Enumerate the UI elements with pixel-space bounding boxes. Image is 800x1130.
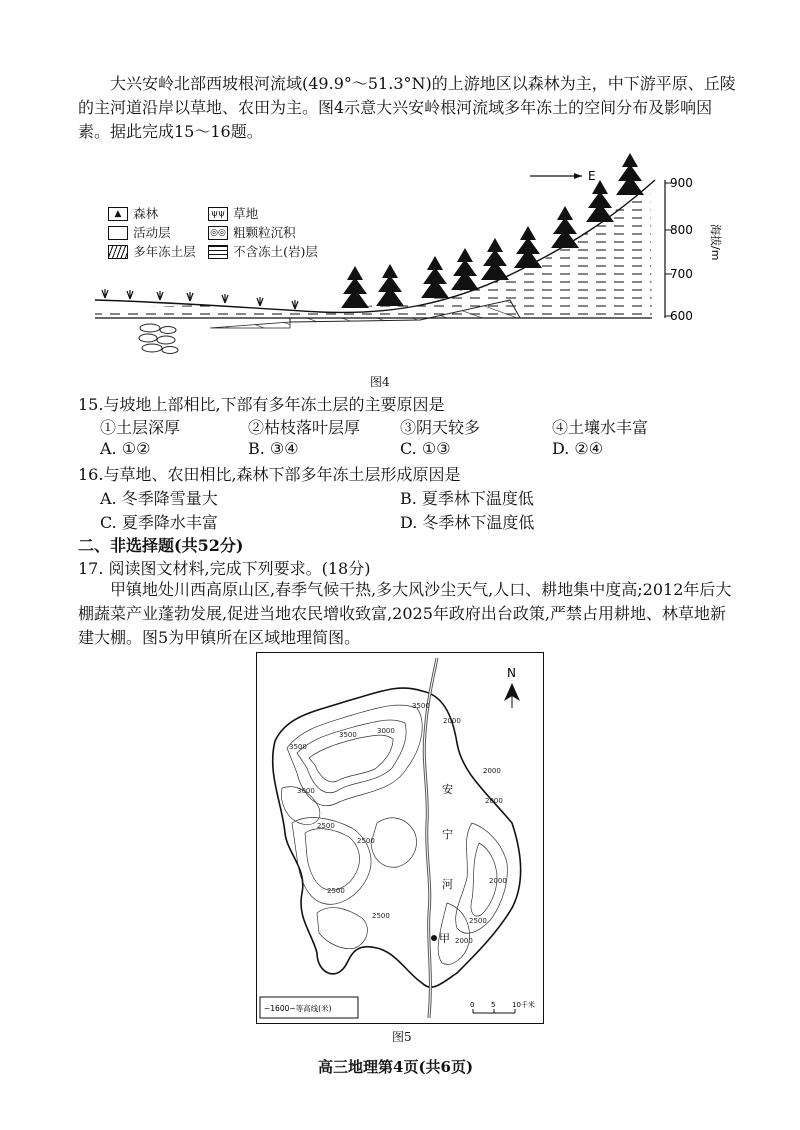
town-jia-label: 甲: [439, 932, 450, 945]
q15-statement-3: ③阴天较多: [400, 418, 481, 437]
north-arrow-icon: [504, 683, 520, 708]
q15-statement-4: ④土壤水丰富: [552, 418, 649, 437]
q15-option-d[interactable]: D. ②④: [552, 439, 604, 458]
q16-option-b[interactable]: B. 夏季林下温度低: [400, 489, 534, 508]
dash-icon: [208, 245, 228, 259]
legend-nonfrozen: 不含冻土(岩)层: [208, 241, 318, 260]
north-label: N: [507, 666, 516, 680]
q16-option-d[interactable]: D. 冬季林下温度低: [400, 513, 535, 532]
coarse-deposit: [139, 324, 178, 354]
intro-paragraph: 大兴安岭北部西坡根河流域(49.9°～51.3°N)的上游地区以森林为主，中下游平原、丘陵的主河道沿岸以草地、农田为主。图4示意大兴安岭根河流域多年冻土的空间分布及影响因素。据此完成15～16题。: [78, 74, 736, 141]
q15-option-b[interactable]: B. ③④: [248, 439, 299, 458]
figure4-caption: 图4: [370, 375, 390, 389]
blank-box-icon: [108, 226, 128, 240]
svg-text:0: 0: [470, 1001, 475, 1009]
contour-label: 3500: [289, 743, 307, 751]
river-anning: [424, 658, 437, 1018]
tick-700: 700: [670, 267, 693, 281]
section2-title: 二、非选择题(共52分): [78, 536, 244, 555]
river-char-1: 安: [442, 783, 453, 796]
figure5-map-frame: [256, 652, 544, 1024]
svg-text:5: 5: [491, 1001, 496, 1009]
contour-label: 2000: [483, 767, 501, 775]
page-footer: 高三地理第4页(共6页): [318, 1058, 474, 1076]
contour-legend-label: ~1600~等高线(米): [264, 1004, 332, 1013]
contour-label: 2500: [327, 887, 345, 895]
q16-option-c[interactable]: C. 夏季降水丰富: [100, 513, 218, 532]
q15-statement-2: ②枯枝落叶层厚: [248, 418, 361, 437]
pebble-icon: ◎◎: [208, 226, 228, 240]
scale-bar: [470, 1000, 535, 1013]
figure4-diagram: [90, 150, 730, 370]
svg-text:10千米: 10千米: [512, 1001, 535, 1009]
contour-lines: [281, 705, 507, 964]
grass-icon: ψψ: [208, 207, 228, 221]
river-char-3: 河: [442, 878, 453, 891]
tick-600: 600: [670, 309, 693, 323]
q15-stem: 15.与坡地上部相比,下部有多年冻土层的主要原因是: [78, 395, 445, 414]
hatch-icon: [108, 245, 128, 259]
axis-label: 海拔/m: [709, 224, 722, 261]
tick-800: 800: [670, 223, 693, 237]
legend-active-layer: 活动层: [108, 222, 171, 241]
contour-label: 2000: [455, 937, 473, 945]
region-outline: [273, 688, 521, 987]
q15-option-a[interactable]: A. ①②: [100, 439, 151, 458]
q17-stem: 17. 阅读图文材料,完成下列要求。(18分): [78, 559, 371, 578]
direction-label: E: [588, 169, 596, 183]
contour-label: 2000: [489, 877, 507, 885]
q16-stem: 16.与草地、农田相比,森林下部多年冻土层形成原因是: [78, 465, 461, 484]
contour-label: 2500: [317, 822, 335, 830]
contour-label: 2000: [443, 717, 461, 725]
river-char-2: 宁: [442, 828, 453, 841]
contour-label: 2500: [469, 917, 487, 925]
contour-label: 2500: [357, 837, 375, 845]
figure5-caption: 图5: [392, 1030, 412, 1044]
contour-label: 2000: [485, 797, 503, 805]
figure5-map: [257, 653, 542, 1022]
q17-material: 甲镇地处川西高原山区,春季气候干热,多大风沙尘天气,人口、耕地集中度高;2012年后大棚蔬菜产业蓬勃发展,促进当地农民增收致富,2025年政府出台政策,严禁占用耕地、林草地新建大棚。图5为甲镇所在区域地理简图。: [78, 580, 732, 647]
q15-option-c[interactable]: C. ①③: [400, 439, 451, 458]
tree-icon: ▲: [108, 207, 128, 221]
contour-label: 2500: [372, 912, 390, 920]
town-jia-marker: [431, 935, 437, 941]
legend-forest: ▲ 森林: [108, 203, 158, 222]
legend-grass: ψψ 草地: [208, 203, 258, 222]
tick-900: 900: [670, 176, 693, 190]
legend-coarse: ◎◎ 粗颗粒沉积: [208, 222, 296, 241]
contour-label: 3500: [412, 702, 430, 710]
contour-label: 3500: [339, 731, 357, 739]
legend-permafrost: 多年冻土层: [108, 241, 196, 260]
contour-label: 3000: [297, 787, 315, 795]
q16-option-a[interactable]: A. 冬季降雪量大: [100, 489, 218, 508]
q15-statement-1: ①土层深厚: [100, 418, 181, 437]
contour-label: 3000: [377, 727, 395, 735]
